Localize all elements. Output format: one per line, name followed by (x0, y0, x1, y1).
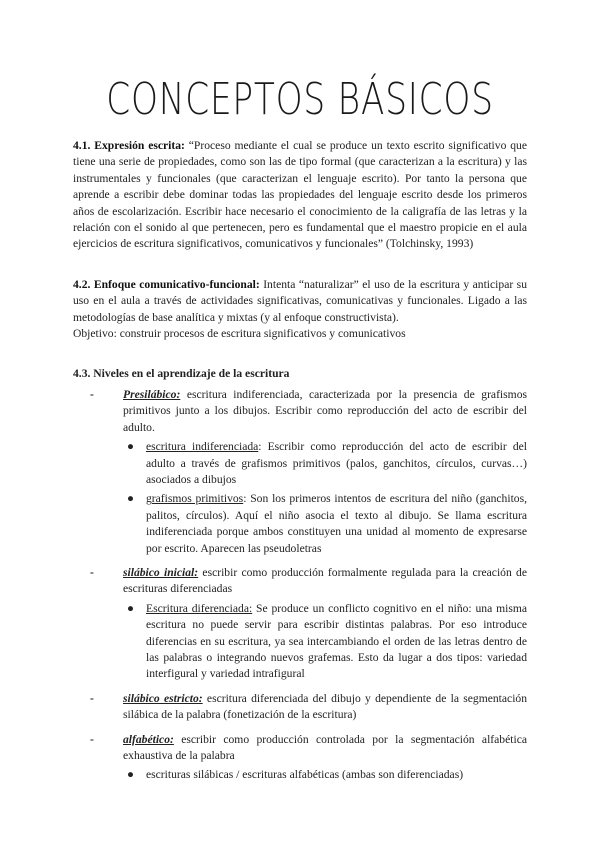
levels-list (73, 387, 527, 784)
level-description: escribir como producción formalmente regulada para la creación de escrituras diferenciadas (123, 565, 527, 596)
section-4-2 (73, 277, 527, 343)
sublevel-description: : Escribir como reproducción del acto de escribir del adulto a través de grafismos primitivos (palos, ganchitos, círculos, curvas…) asociados a dibujos (146, 440, 527, 486)
sublevel-item (123, 767, 527, 783)
level-description: escritura diferenciada del dibujo y dependiente de la segmentación silábica de la palabra (fonetización de la escritura) (123, 691, 528, 722)
section-4-1-heading: 4.1. Expresión escrita: (73, 139, 185, 152)
level-description: escribir como producción controlada por la segmentación alfabética exhaustiva de la palabra (123, 732, 527, 762)
bullet-icon: ● (127, 492, 135, 506)
sublevel-description: escrituras silábicas / escrituras alfabéticas (ambas son diferenciadas) (146, 768, 464, 782)
section-4-2-text: Intenta “naturalizar” el uso de la escritura y anticipar su uso en el aula a través de actividades significativas, comunicativas y funcionales. Ligado a las metodologías de base analítica y mixtas (y al enfoque constructivista). (73, 277, 527, 324)
section-4-1-text: “Proceso mediante el cual se produce un texto escrito significativo que tiene una serie de propiedades, como son las de tipo formal (que caracterizan a la escritura) y las instrumentales y funcionales (que caracterizan el lenguaje escrito). Por tanto la persona que aprende a escribir debe dominar todas las propiedades del lenguaje escrito desde los primeros años de escolarización. Escribir hace necesario el conocimiento de la caligrafía de las letras y la relación con el sonido al que pertenecen, pero es fundamental que el maestro propicie en el aula ejercicios de escritura significativos, comunicativos y funcionales” (Tolchinsky, 1993) (73, 139, 527, 251)
level-term: silábico inicial: (123, 565, 199, 579)
sublevel-item (123, 439, 527, 488)
dash-marker: - (90, 387, 94, 401)
sublevel-list (123, 601, 527, 683)
section-4-3-heading: 4.3. Niveles en el aprendizaje de la escritura (73, 367, 290, 381)
sublevel-item (123, 601, 527, 683)
document-body (73, 138, 527, 792)
level-item (73, 387, 527, 557)
level-term: Presilábico: (123, 387, 181, 401)
bullet-icon: ● (127, 440, 135, 454)
sublevel-term: escritura indiferenciada (146, 440, 259, 454)
bullet-icon: ● (127, 768, 135, 782)
section-4-1 (73, 138, 527, 253)
section-4-3 (73, 366, 527, 783)
section-4-1-paragraph (73, 138, 527, 253)
sublevel-list (123, 439, 527, 557)
level-term: alfabético: (123, 732, 174, 746)
section-4-2-paragraph (73, 277, 527, 326)
sublevel-term: grafismos primitivos (146, 492, 244, 506)
level-term: silábico estricto: (123, 691, 203, 705)
dash-marker: - (90, 732, 94, 746)
bullet-icon: ● (127, 601, 135, 615)
sublevel-description: Se produce un conflicto cognitivo en el niño: una misma escritura no puede servir para escribir distintas palabras. Por eso introduce diferencias en su escritura, ya sea intercambiando el orden de las letras dentro de las palabras o integrando nuevos grafemas. Esto da lugar a dos tipos: variedad interfigural y variedad intrafigural (146, 601, 528, 681)
level-description: escritura indiferenciada, caracterizada por la presencia de grafismos primitivos junto a los dibujos. Escribir como reproducción del acto de escribir del adulto. (123, 387, 527, 434)
page-title: CONCEPTOS BÁSICOS (106, 74, 494, 125)
level-item (73, 691, 527, 724)
sublevel-list (123, 767, 527, 783)
sublevel-description: : Son los primeros intentos de escritura del niño (ganchitos, palitos, círculos). Aquí el niño asocia el texto al dibujo. Se llama escritura indiferenciada porque ambos constituyen una unidad al momento de expresarse por escrito. Aparecen las pseudoletras (146, 492, 527, 555)
dash-marker: - (90, 565, 94, 579)
dash-marker: - (90, 691, 94, 705)
level-item (73, 565, 527, 683)
level-item (73, 732, 527, 784)
sublevel-term: Escritura diferenciada: (146, 601, 253, 615)
section-4-2-heading: 4.2. Enfoque comunicativo-funcional: (73, 277, 260, 291)
section-4-2-objective: Objetivo: construir procesos de escritura significativos y comunicativos (73, 327, 406, 341)
sublevel-item (123, 491, 527, 557)
